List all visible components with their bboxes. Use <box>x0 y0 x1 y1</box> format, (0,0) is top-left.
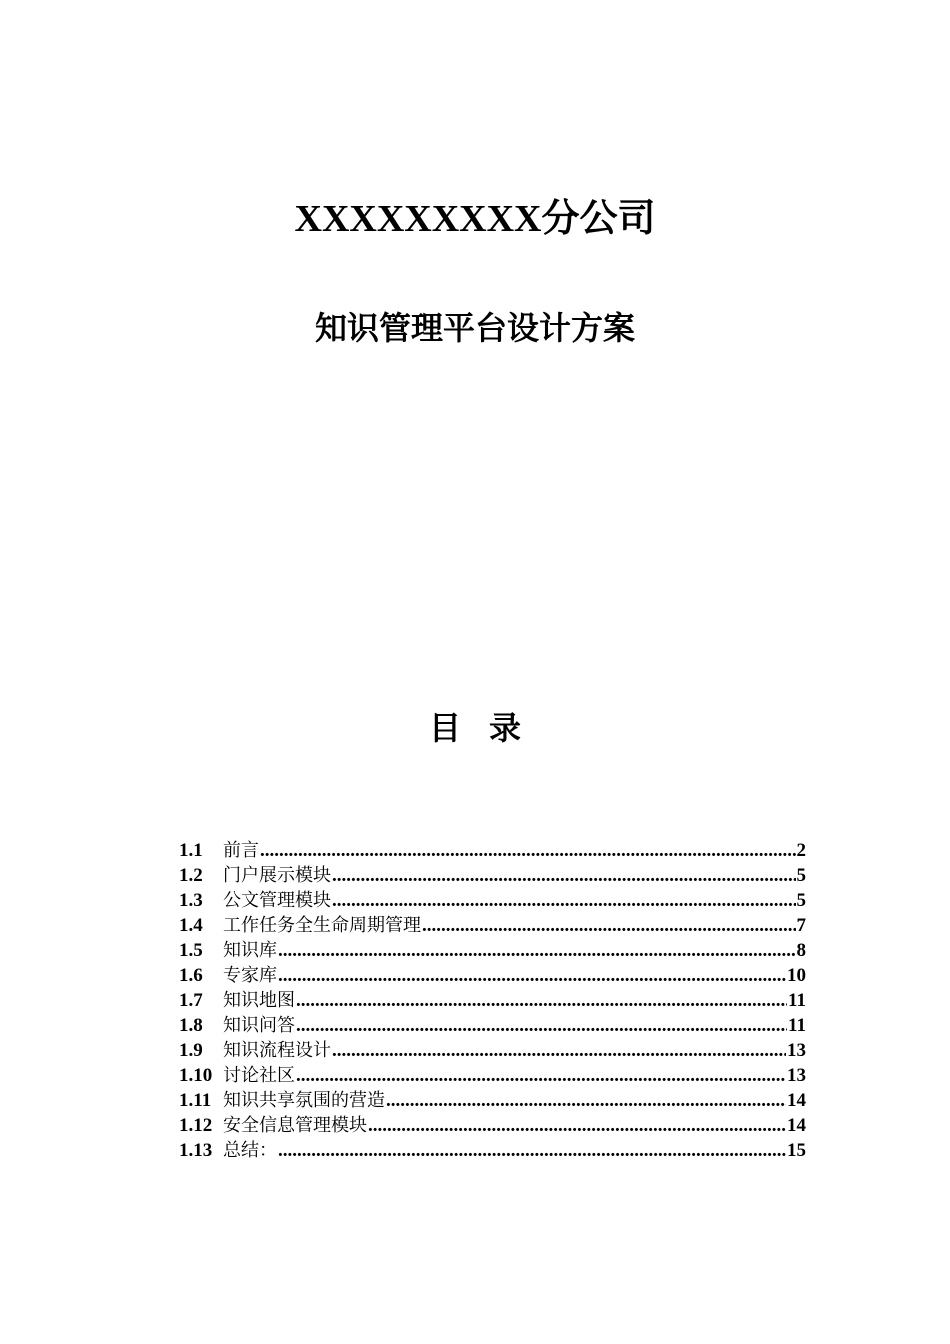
toc-entry-title: 公文管理模块 <box>223 890 331 911</box>
toc-entry-number: 1.10 <box>179 1065 213 1086</box>
toc-leader-dots <box>296 1063 786 1088</box>
toc-entry-page: 5 <box>796 865 806 886</box>
toc-heading: 目录 <box>428 709 549 747</box>
toc-entry-title: 知识问答 <box>223 1015 295 1036</box>
toc-entry[interactable] <box>179 1088 806 1113</box>
toc-entry-page: 14 <box>787 1115 806 1136</box>
toc-entry[interactable] <box>179 1113 806 1138</box>
toc-leader-dots <box>332 1038 786 1063</box>
toc-entry-number: 1.13 <box>179 1140 213 1161</box>
toc-entry[interactable] <box>179 1063 806 1088</box>
table-of-contents <box>179 838 806 1163</box>
toc-entry-page: 2 <box>796 840 806 861</box>
toc-leader-dots <box>296 1013 787 1038</box>
document-title: 知识管理平台设计方案 <box>314 309 635 347</box>
toc-entry-page: 5 <box>796 890 806 911</box>
toc-entry-number: 1.5 <box>179 940 203 961</box>
toc-entry-number: 1.7 <box>179 990 203 1011</box>
toc-leader-dots <box>278 1138 786 1163</box>
toc-entry[interactable] <box>179 1038 806 1063</box>
toc-entry-title: 总结： <box>223 1140 277 1161</box>
toc-entry-number: 1.1 <box>179 840 203 861</box>
toc-entry-number: 1.11 <box>179 1090 212 1111</box>
toc-entry-page: 7 <box>796 915 806 936</box>
toc-entry-page: 8 <box>796 940 806 961</box>
toc-entry-title: 工作任务全生命周期管理 <box>223 915 421 936</box>
toc-entry-title: 专家库 <box>223 965 277 986</box>
toc-entry-number: 1.4 <box>179 915 203 936</box>
toc-entry-title: 讨论社区 <box>223 1065 295 1086</box>
toc-entry[interactable] <box>179 888 806 913</box>
toc-entry-number: 1.6 <box>179 965 203 986</box>
toc-leader-dots <box>260 838 796 863</box>
toc-entry[interactable] <box>179 1138 806 1163</box>
toc-entry[interactable] <box>179 1013 806 1038</box>
toc-entry-number: 1.8 <box>179 1015 203 1036</box>
toc-entry[interactable] <box>179 913 806 938</box>
toc-entry-number: 1.3 <box>179 890 203 911</box>
toc-entry-page: 13 <box>787 1065 806 1086</box>
company-title <box>0 192 950 245</box>
toc-leader-dots <box>368 1113 786 1138</box>
toc-entry-number: 1.12 <box>179 1115 213 1136</box>
toc-leader-dots <box>332 863 796 888</box>
toc-leader-dots <box>278 963 786 988</box>
toc-entry-page: 14 <box>787 1090 806 1111</box>
toc-entry-title: 安全信息管理模块 <box>223 1115 367 1136</box>
toc-entry-page: 11 <box>788 1015 806 1036</box>
toc-entry-title: 知识地图 <box>223 990 295 1011</box>
toc-entry[interactable] <box>179 938 806 963</box>
toc-entry-page: 11 <box>788 990 806 1011</box>
toc-entry[interactable] <box>179 988 806 1013</box>
toc-entry-title: 前言 <box>223 840 259 861</box>
toc-entry-page: 10 <box>787 965 806 986</box>
toc-entry-title: 知识库 <box>223 940 277 961</box>
toc-entry-title: 知识共享氛围的营造 <box>223 1090 385 1111</box>
toc-entry-page: 15 <box>787 1140 806 1161</box>
toc-entry-number: 1.9 <box>179 1040 203 1061</box>
company-name-latin: XXXXXXXXX <box>294 198 542 240</box>
toc-leader-dots <box>278 938 796 963</box>
toc-entry-number: 1.2 <box>179 865 203 886</box>
toc-entry[interactable] <box>179 863 806 888</box>
company-name-suffix: 分公司 <box>541 195 656 240</box>
toc-leader-dots <box>332 888 796 913</box>
toc-leader-dots <box>296 988 787 1013</box>
toc-entry-title: 知识流程设计 <box>223 1040 331 1061</box>
toc-entry[interactable] <box>179 963 806 988</box>
toc-entry-title: 门户展示模块 <box>223 865 331 886</box>
toc-entry[interactable] <box>179 838 806 863</box>
toc-entry-page: 13 <box>787 1040 806 1061</box>
toc-leader-dots <box>422 913 796 938</box>
toc-leader-dots <box>386 1088 786 1113</box>
